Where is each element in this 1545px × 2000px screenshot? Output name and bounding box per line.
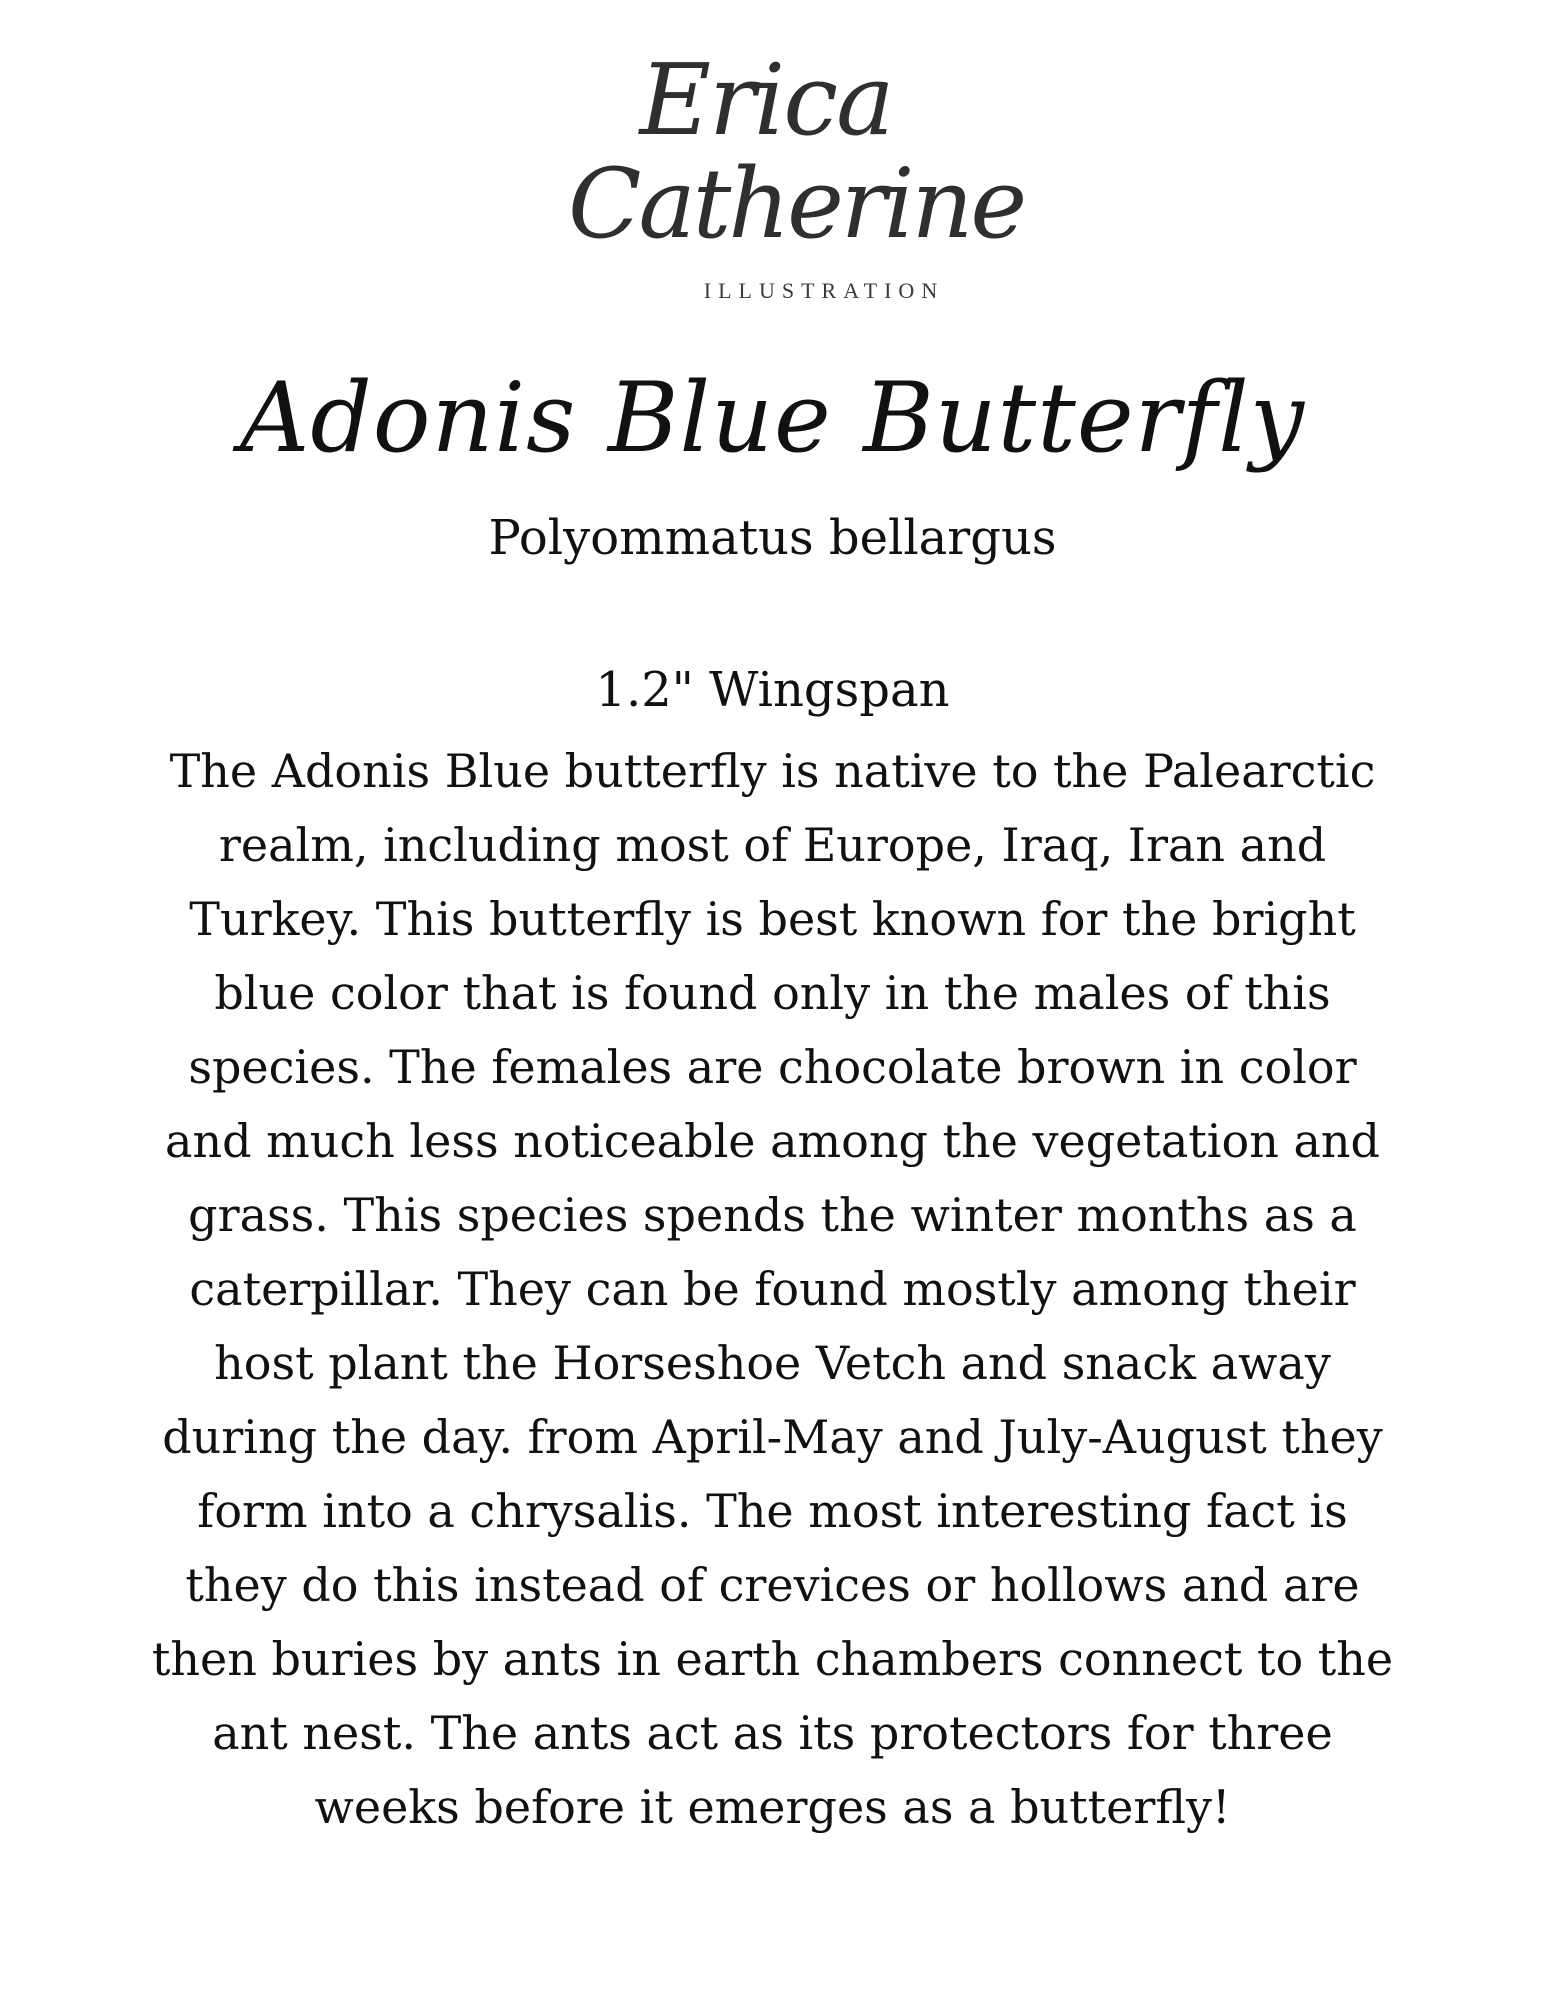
description-line: they do this instead of crevices or hollows and are — [185, 1558, 1360, 1612]
description-line: grass. This species spends the winter months as a — [188, 1188, 1357, 1242]
description-line: ant nest. The ants act as its protectors for three — [212, 1706, 1333, 1760]
wingspan-text: 1.2" Wingspan — [595, 662, 950, 718]
description-line: species. The females are chocolate brown in color — [188, 1040, 1357, 1094]
description-line: realm, including most of Europe, Iraq, Iran and — [218, 818, 1327, 872]
description-line: form into a chrysalis. The most interesting fact is — [197, 1484, 1348, 1538]
logo-line-2: Catherine — [568, 148, 1025, 260]
page-title: Adonis Blue Butterfly — [240, 362, 1305, 474]
scientific-name: Polyommatus bellargus — [488, 510, 1057, 566]
description-line: during the day. from April-May and July-August they — [162, 1410, 1383, 1464]
brand-logo — [562, 44, 1025, 312]
description-line: host plant the Horseshoe Vetch and snack away — [214, 1336, 1331, 1390]
description-line: caterpillar. They can be found mostly among their — [189, 1262, 1356, 1316]
description-line: and much less noticeable among the vegetation and — [165, 1114, 1380, 1168]
logo-line-1: Erica — [639, 44, 893, 158]
description-line: then buries by ants in earth chambers connect to the — [151, 1632, 1394, 1686]
description-line: blue color that is found only in the males of this — [214, 966, 1331, 1020]
logo-subtitle: ILLUSTRATION — [703, 278, 945, 303]
description-line: Turkey. This butterfly is best known for the bright — [189, 892, 1356, 946]
description-line: weeks before it emerges as a butterfly! — [314, 1780, 1231, 1834]
description-line: The Adonis Blue butterfly is native to the Palearctic — [169, 744, 1376, 798]
description-paragraph — [0, 734, 1545, 1844]
